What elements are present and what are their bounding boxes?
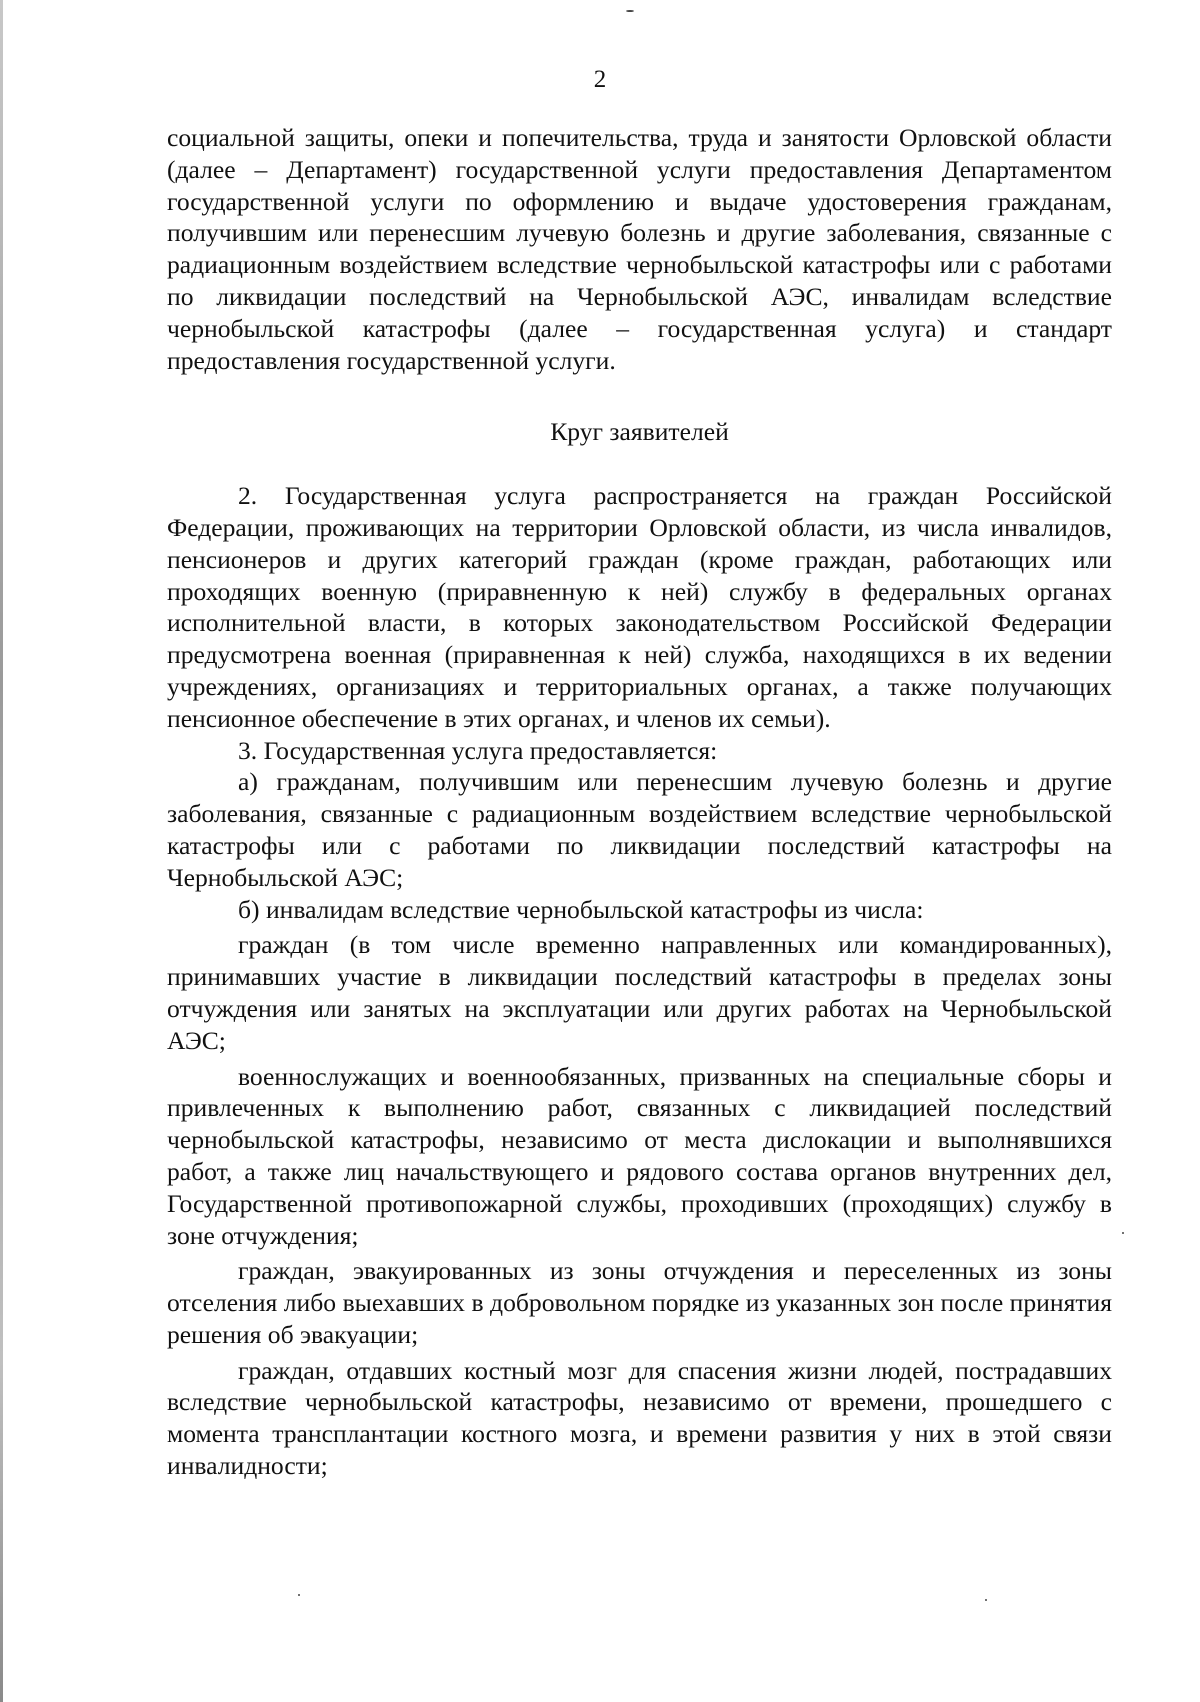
scan-speck [298, 1594, 300, 1596]
scan-speck [985, 1599, 987, 1601]
paragraph-3b: б) инвалидам вследствие чернобыльской катастрофы из числа: [238, 894, 924, 924]
document-body [167, 122, 1112, 1482]
paragraph-3a: а) гражданам, получившим или перенесшим лучевую болезнь и другие заболевания, связанные с радиационным воздействием вследствие чернобыльской катастрофы или с работами по ликвидации последствий катастрофы на Чернобыльской АЭС; [167, 767, 1112, 892]
page-number: 2 [593, 66, 607, 93]
paragraph-3: 3. Государственная услуга предоставляется: [238, 735, 718, 765]
paragraph-3b-item-1: граждан (в том числе временно направленных или командированных), принимавших участие в ликвидации последствий катастрофы в пределах зоны отчуждения или занятых на эксплуатации или других работах на Чернобыльской АЭС; [167, 930, 1112, 1055]
scan-speck [626, 10, 634, 12]
paragraph-continuation: социальной защиты, опеки и попечительства, труда и занятости Орловской области (далее – Департамент) государственной услуги предоставления Департаментом государственной услуги по оформлению и выдаче удостоверения гражданам, получившим или перенесшим лучевую болезнь и другие заболевания, связанные с радиационным воздействием вследствие чернобыльской катастрофы или с работами по ликвидации последствий на Чернобыльской АЭС, инвалидам вследствие чернобыльской катастрофы (далее – государственная услуга) и стандарт предоставления государственной услуги. [167, 123, 1112, 375]
paragraph-3b-item-3: граждан, эвакуированных из зоны отчуждения и переселенных из зоны отселения либо выехавших в добровольном порядке из указанных зон после принятия решения об эвакуации; [167, 1256, 1112, 1349]
paragraph-3b-item-4: граждан, отдавших костный мозг для спасения жизни людей, пострадавших вследствие чернобыльской катастрофы, независимо от времени, прошедшего с момента трансплантации костного мозга, и времени развития у них в этой связи инвалидности; [167, 1355, 1112, 1481]
section-heading: Круг заявителей [550, 417, 729, 447]
paragraph-2: 2. Государственная услуга распространяется на граждан Российской Федерации, проживающих на территории Орловской области, из числа инвалидов, пенсионеров и других категорий граждан (кроме граждан, работающих или проходящих военную (приравненную к ней) службу в федеральных органах исполнительной власти, в которых законодательством Российской Федерации предусмотрена военная (приравненная к ней) служба, находящихся в их ведении учреждениях, организациях и территориальных органах, а также получающих пенсионное обеспечение в этих органах, и членов их семьи). [167, 481, 1112, 733]
scan-speck [1122, 1232, 1124, 1234]
scan-edge-shadow [0, 0, 3, 1702]
paragraph-3b-item-2: военнослужащих и военнообязанных, призванных на специальные сборы и привлеченных к выполнению работ, связанных с ликвидацией последствий чернобыльской катастрофы, независимо от места дислокации и выполнявшихся работ, а также лиц начальствующего и рядового состава органов внутренних дел, Государственной противопожарной службы, проходивших (проходящих) службу в зоне отчуждения; [167, 1061, 1112, 1250]
